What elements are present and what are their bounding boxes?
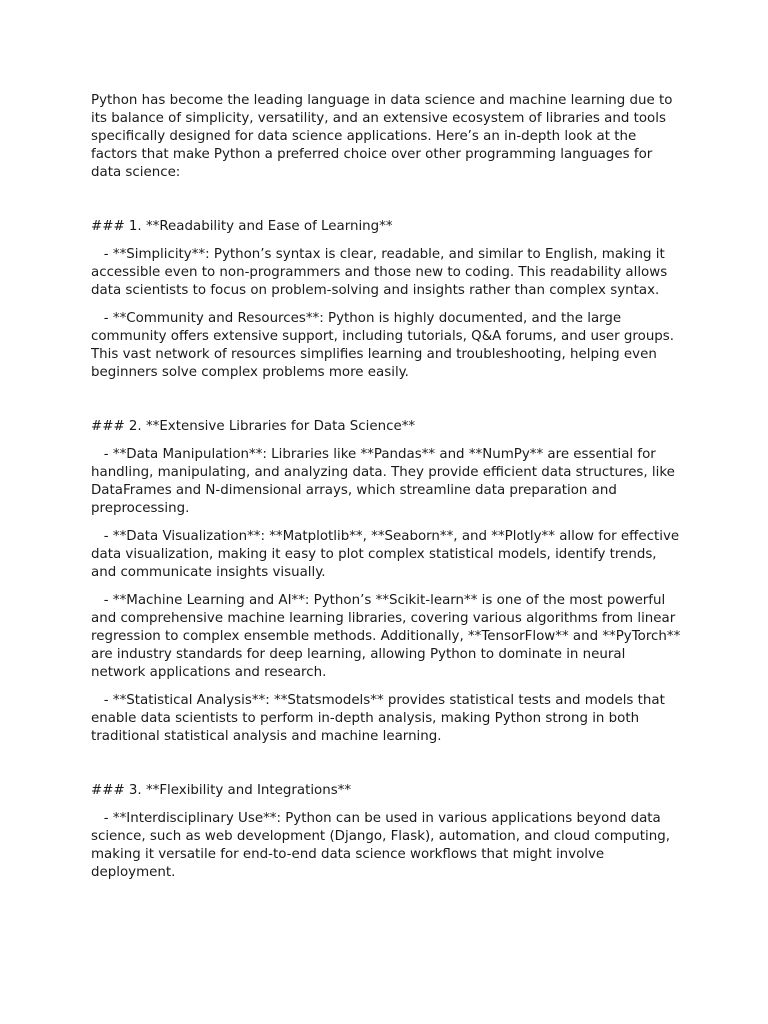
bullet-interdisciplinary: - **Interdisciplinary Use**: Python can be used in various applications beyond data science, such as web development (Django, Flask), automation, and cloud computing, making it versatile for end-to-end data science workflows that might involve deployment. xyxy=(91,811,675,880)
intro-paragraph: Python has become the leading language in data science and machine learning due to its balance of simplicity, versatility, and an extensive ecosystem of libraries and tools specifically designed for data science applications. Here’s an in-depth look at the factors that make Python a preferred choice over other programming languages for data science: xyxy=(91,93,677,180)
section-heading: ### 1. **Readability and Ease of Learning** xyxy=(91,219,393,234)
bullet-community: - **Community and Resources**: Python is highly documented, and the large community offers extensive support, including tutorials, Q&A forums, and user groups. This vast network of resources simplifies learning and troubleshooting, helping even beginners solve complex problems more easily. xyxy=(91,311,679,380)
bullet-data-visualization: - **Data Visualization**: **Matplotlib**, **Seaborn**, and **Plotly** allow for effective data visualization, making it easy to plot complex statistical models, identify trends, and communicate insights visually. xyxy=(91,529,684,580)
bullet-statistical-analysis: - **Statistical Analysis**: **Statsmodels** provides statistical tests and models that enable data scientists to perform in-depth analysis, making Python strong in both traditional statistical analysis and machine learning. xyxy=(91,693,670,744)
document-page xyxy=(91,92,683,882)
bullet-machine-learning: - **Machine Learning and AI**: Python’s **Scikit-learn** is one of the most powerful and comprehensive machine learning libraries, covering various algorithms from linear regression to complex ensemble methods. Additionally, **TensorFlow** and **PyTorch** are industry standards for deep learning, allowing Python to dominate in neural network applications and research. xyxy=(91,593,685,680)
section-heading: ### 3. **Flexibility and Integrations** xyxy=(91,783,352,798)
section-libraries xyxy=(91,418,683,746)
bullet-data-manipulation: - **Data Manipulation**: Libraries like **Pandas** and **NumPy** are essential for handling, manipulating, and analyzing data. They provide efficient data structures, like DataFrames and N-dimensional arrays, which streamline data preparation and preprocessing. xyxy=(91,447,680,516)
section-heading: ### 2. **Extensive Libraries for Data Science** xyxy=(91,419,416,434)
section-flexibility xyxy=(91,782,683,882)
bullet-simplicity: - **Simplicity**: Python’s syntax is clear, readable, and similar to English, making it accessible even to non-programmers and those new to coding. This readability allows data scientists to focus on problem-solving and insights rather than complex syntax. xyxy=(91,247,672,298)
section-readability xyxy=(91,218,683,382)
